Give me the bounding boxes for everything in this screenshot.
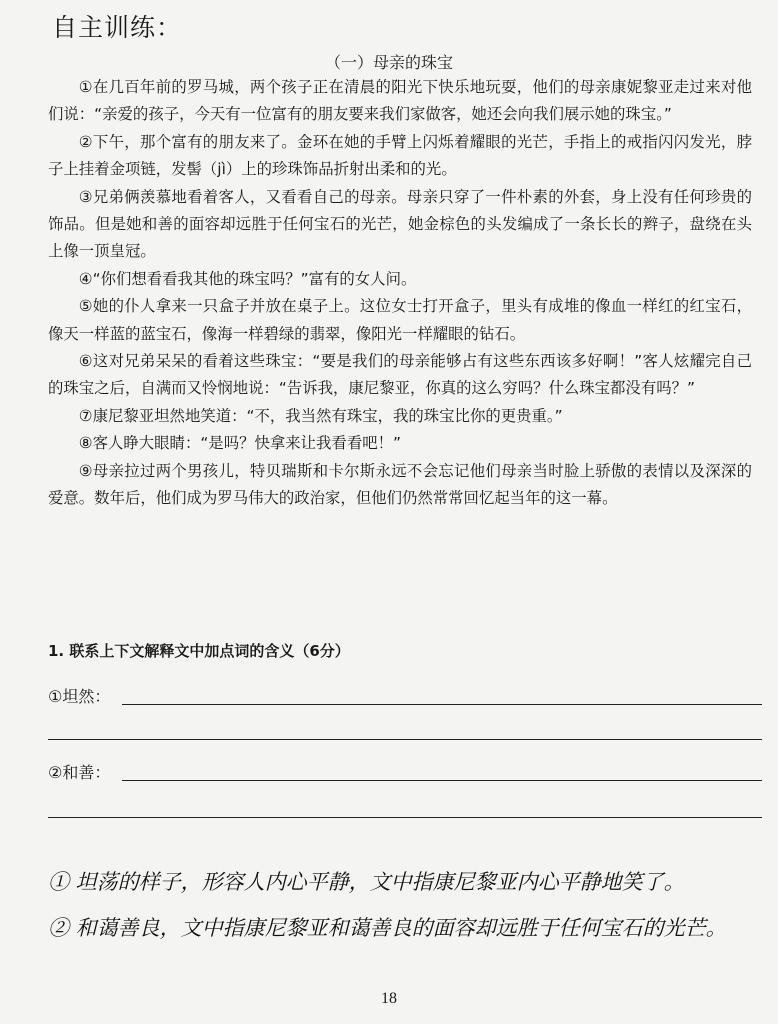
answer-line-2a[interactable] bbox=[122, 780, 762, 781]
handwritten-answer-2: ② 和蔼善良，文中指康尼黎亚和蔼善良的面容却远胜于任何宝石的光芒。 bbox=[48, 916, 727, 940]
paragraph-4: ④“你们想看看我其他的珠宝吗？”富有的女人问。 bbox=[78, 269, 417, 288]
article-title: （一）母亲的珠宝 bbox=[324, 53, 453, 72]
section-heading: 自主训练： bbox=[52, 13, 183, 42]
paragraph-8: ⑧客人睁大眼睛：“是吗？快拿来让我看看吧！” bbox=[78, 434, 401, 453]
article-body bbox=[48, 74, 752, 513]
paragraph-3: ③兄弟俩羡慕地看着客人，又看看自己的母亲。母亲只穿了一件朴素的外套，身上没有任何珍贵的饰品。但是她和善的面容却远胜于任何宝石的光芒，她金棕色的头发编成了一条长长的辫子，盘绕在头上像一顶皇冠。 bbox=[48, 187, 752, 261]
answer-line-1a[interactable] bbox=[122, 704, 762, 705]
answer-line-2b[interactable] bbox=[48, 817, 762, 818]
answer-row-1 bbox=[48, 684, 760, 712]
page-number: 18 bbox=[381, 990, 397, 1007]
paragraph-6: ⑥这对兄弟呆呆的看着这些珠宝：“要是我们的母亲能够占有这些东西该多好啊！”客人炫耀完自己的珠宝之后，自满而又怜悯地说：“告诉我，康尼黎亚，你真的这么穷吗？什么珠宝都没有吗？” bbox=[48, 352, 752, 398]
answer-label-1: ①坦然： bbox=[48, 687, 111, 706]
paragraph-9: ⑨母亲拉过两个男孩儿，特贝瑞斯和卡尔斯永远不会忘记他们母亲当时脸上骄傲的表情以及深深的爱意。数年后，他们成为罗马伟大的政治家，但他们仍然常常回忆起当年的这一幕。 bbox=[48, 461, 752, 508]
paragraph-2: ②下午，那个富有的朋友来了。金环在她的手臂上闪烁着耀眼的光芒，手指上的戒指闪闪发光，脖子上挂着金项链，发髻（jì）上的珍珠饰品折射出柔和的光。 bbox=[48, 132, 752, 179]
answer-row-2 bbox=[48, 760, 760, 788]
paragraph-7: ⑦康尼黎亚坦然地笑道：“不，我当然有珠宝，我的珠宝比你的更贵重。” bbox=[78, 406, 563, 425]
answer-label-2: ②和善： bbox=[48, 763, 111, 782]
question-prompt: 1. 联系上下文解释文中加点词的含义（6分） bbox=[48, 642, 350, 660]
paragraph-5: ⑤她的仆人拿来一只盒子并放在桌子上。这位女士打开盒子，里头有成堆的像血一样红的红宝石，像天一样蓝的蓝宝石，像海一样碧绿的翡翠，像阳光一样耀眼的钻石。 bbox=[48, 297, 752, 343]
handwritten-answer-1: ① 坦荡的样子，形容人内心平静，文中指康尼黎亚内心平静地笑了。 bbox=[48, 870, 685, 894]
answer-line-1b[interactable] bbox=[48, 739, 762, 740]
paragraph-1: ①在几百年前的罗马城，两个孩子正在清晨的阳光下快乐地玩耍，他们的母亲康妮黎亚走过来对他们说：“亲爱的孩子，今天有一位富有的朋友要来我们家做客，她还会向我们展示她的珠宝。” bbox=[48, 78, 752, 124]
